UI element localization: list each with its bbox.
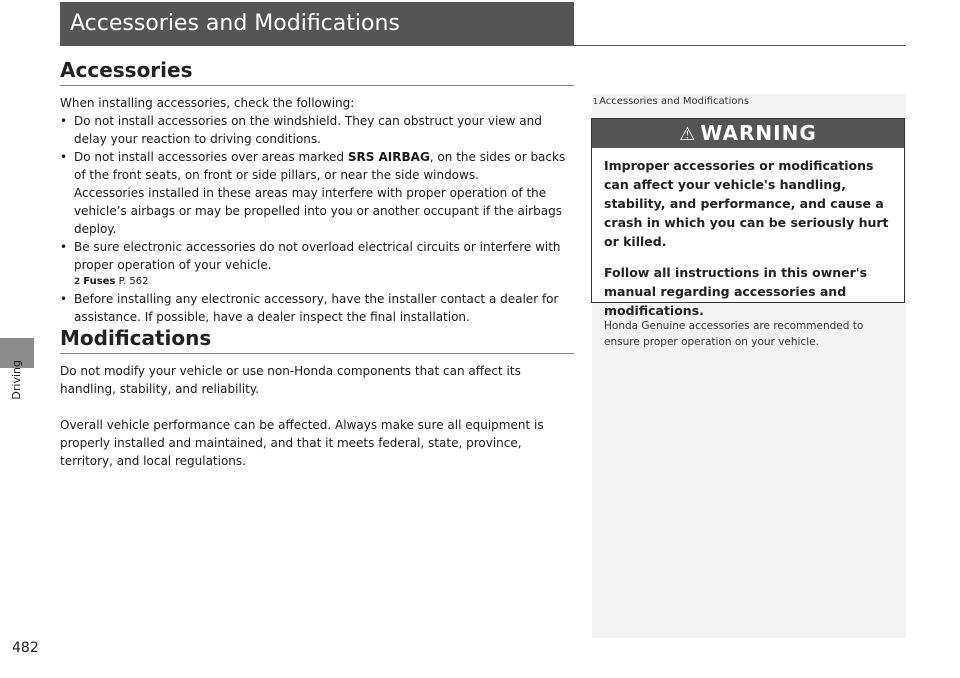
modifications-heading: Modifications xyxy=(60,326,574,354)
list-item xyxy=(60,112,574,148)
sidebar-label-text: Accessories and Modifications xyxy=(599,96,750,107)
warning-header xyxy=(592,119,904,148)
list-item-text: Do not install accessories over areas marked xyxy=(74,150,348,164)
list-item-text: Be sure electronic accessories do not overload electrical circuits or interfere with proper operation of your vehicle. xyxy=(74,240,561,272)
warning-triangle-icon: ⚠ xyxy=(679,124,697,145)
accessories-intro: When installing accessories, check the following: xyxy=(60,96,355,110)
list-item xyxy=(60,290,574,326)
reference-page: P. 562 xyxy=(118,276,149,287)
list-item xyxy=(60,238,574,274)
bullet-dot-icon: • xyxy=(60,292,68,306)
reference-name: Fuses xyxy=(83,276,116,287)
warning-para-2: Follow all instructions in this owner's manual regarding accessories and modifications. xyxy=(604,265,868,318)
list-item-text: , on the sides or backs of the front seats, on front or side pillars, or near the side windows. xyxy=(74,150,566,182)
chapter-label: Driving xyxy=(10,360,23,400)
reference-arrow-icon: 2 xyxy=(74,277,81,287)
warning-title: WARNING xyxy=(700,121,817,145)
title-rule xyxy=(574,45,906,46)
bullet-dot-icon: • xyxy=(60,240,68,254)
sidebar-note: Honda Genuine accessories are recommended to ensure proper operation on your vehicle. xyxy=(604,320,864,348)
bullet-dot-icon: • xyxy=(60,114,68,128)
reference-box-icon: 1 xyxy=(593,97,599,106)
warning-body xyxy=(592,148,904,320)
list-item-text: Before installing any electronic accessory, have the installer contact a dealer for assistance. If possible, have a dealer inspect the final installation. xyxy=(74,292,559,324)
page-number: 482 xyxy=(12,640,39,656)
srs-airbag-label: SRS AIRBAG xyxy=(347,150,430,164)
list-item-extra: Accessories installed in these areas may interfere with proper operation of the vehicle’s airbags or may be propelled into you or another occupant if the airbags deploy. xyxy=(74,186,562,236)
list-item xyxy=(60,148,574,238)
accessories-list-continued xyxy=(60,290,574,326)
modifications-para-1: Do not modify your vehicle or use non-Honda components that can affect its handling, stability, and reliability. xyxy=(60,364,521,396)
accessories-heading: Accessories xyxy=(60,58,574,86)
modifications-para-2: Overall vehicle performance can be affected. Always make sure all equipment is properly installed and maintained, and that it meets federal, state, province, territory, and local regulations. xyxy=(60,418,544,468)
accessories-list xyxy=(60,112,574,274)
list-item-text: Do not install accessories on the windshield. They can obstruct your view and delay your reaction to driving conditions. xyxy=(74,114,542,146)
main-content xyxy=(60,58,574,470)
bullet-dot-icon: • xyxy=(60,150,68,164)
warning-para-1: Improper accessories or modifications can affect your vehicle's handling, stability, and performance, and cause a crash in which you can be seriously hurt or killed. xyxy=(604,158,889,249)
page-title: Accessories and Modifications xyxy=(60,2,574,46)
sidebar-label xyxy=(593,96,749,107)
fuses-reference-link[interactable] xyxy=(74,274,574,290)
warning-box xyxy=(591,118,905,318)
